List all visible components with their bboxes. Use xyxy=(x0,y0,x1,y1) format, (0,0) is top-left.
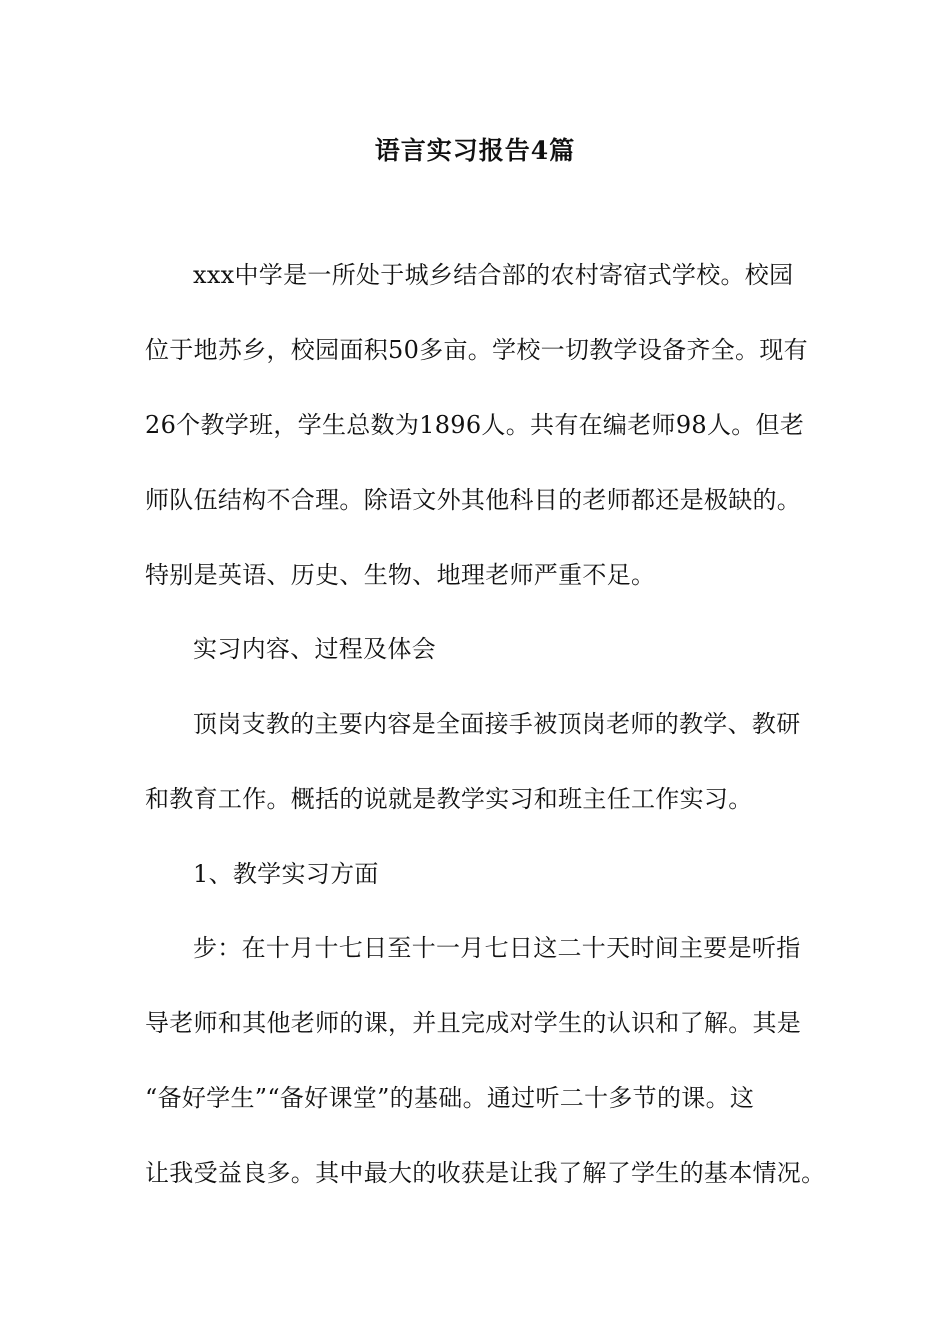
paragraph-2-line-2: 和教育工作。概括的说就是教学实习和班主任工作实习。 xyxy=(145,785,753,813)
paragraph-3-line-3: “备好学生”“备好课堂”的基础。通过听二十多节的课。这 xyxy=(145,1084,755,1112)
paragraph-2-line-1: 顶岗支教的主要内容是全面接手被顶岗老师的教学、教研 xyxy=(193,710,801,738)
paragraph-1-line-2: 位于地苏乡，校园面积50多亩。学校一切教学设备齐全。现有 xyxy=(145,336,808,364)
paragraph-1-line-1: xxx中学是一所处于城乡结合部的农村寄宿式学校。校园 xyxy=(193,261,794,289)
subsection-heading-teaching: 1、教学实习方面 xyxy=(193,860,379,888)
paragraph-3-line-2: 导老师和其他老师的课，并且完成对学生的认识和了解。其是 xyxy=(145,1009,802,1037)
paragraph-1-line-3: 26个教学班，学生总数为1896人。共有在编老师98人。但老 xyxy=(145,411,805,439)
document-title: 语言实习报告4篇 xyxy=(374,136,576,165)
paragraph-3-line-1: 步：在十月十七日至十一月七日这二十天时间主要是听指 xyxy=(193,934,801,962)
section-heading-internship: 实习内容、过程及体会 xyxy=(193,635,436,663)
paragraph-1-line-4: 师队伍结构不合理。除语文外其他科目的老师都还是极缺的。 xyxy=(145,486,802,514)
paragraph-3-line-4: 让我受益良多。其中最大的收获是让我了解了学生的基本情况。 xyxy=(145,1159,826,1187)
paragraph-1-line-5: 特别是英语、历史、生物、地理老师严重不足。 xyxy=(145,561,656,589)
